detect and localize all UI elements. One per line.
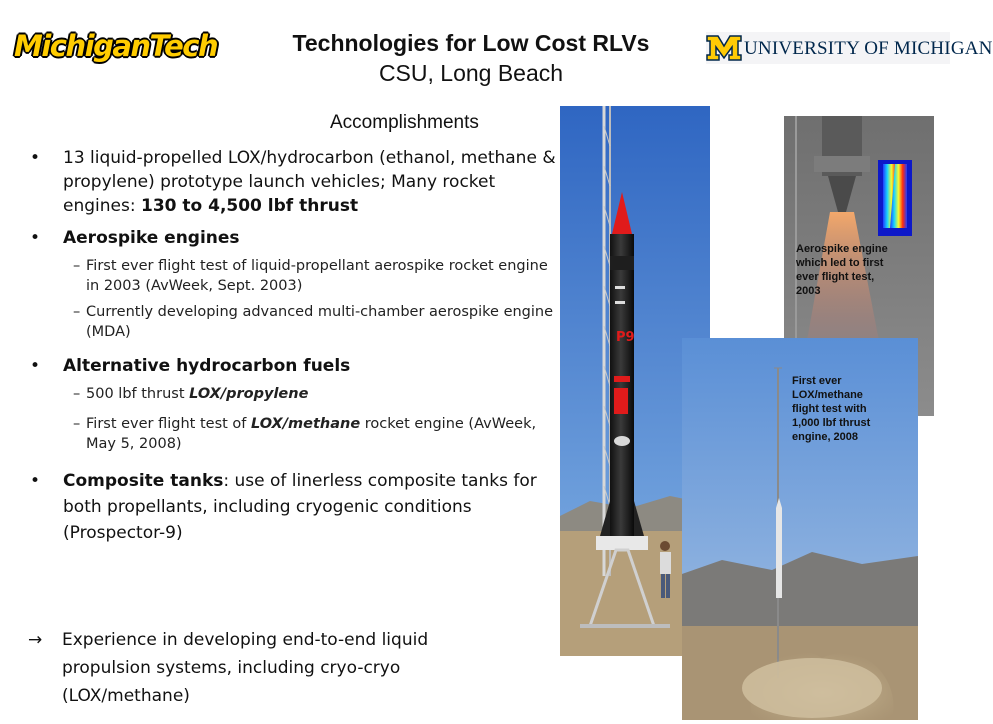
university-of-michigan-wordmark: UNIVERSITY OF MICHIGAN (744, 38, 993, 59)
methane-flight-test-photo (682, 338, 918, 720)
bullet-text: : use of linerless composite tanks for both propellants, including cryogenic conditions (Prospector-9) (63, 471, 537, 543)
closing-line: (LOX/methane) (62, 686, 190, 706)
bullet-label: Alternative hydrocarbon fuels (63, 356, 351, 376)
closing-line: propulsion systems, including cryo-cryo (62, 658, 401, 678)
bullet-label: Aerospike engines (63, 228, 240, 248)
slide-title: Technologies for Low Cost RLVs (292, 30, 650, 56)
sub-bullet-text: rocket engine (AvWeek, May 5, 2008) (86, 416, 537, 452)
sub-bullet-emphasis: LOX/methane (251, 416, 361, 432)
sub-bullet-emphasis: LOX/propylene (189, 386, 309, 402)
sub-bullet-methane (30, 414, 558, 454)
sub-bullet-multi-chamber (30, 302, 558, 342)
dash-icon: – (73, 386, 81, 402)
bullet-icon: • (30, 228, 41, 248)
bullet-bold-text: 130 to 4,500 lbf thrust (140, 196, 359, 216)
bullet-label: Composite tanks (63, 471, 224, 491)
bullet-composite-tanks (30, 468, 558, 546)
right-arrow-icon: → (28, 630, 43, 650)
closing-statement (28, 626, 548, 710)
university-of-michigan-logo (706, 32, 993, 64)
bullet-text: 13 liquid-propelled LOX/hydrocarbon (ethanol, methane & propylene) prototype launch vehicles; Many rocket engines: (63, 148, 556, 216)
sub-bullet-text: First ever flight test of (86, 416, 252, 432)
sub-bullet-text: First ever flight test of liquid-propellant aerospike rocket engine in 2003 (AvWeek, Sept. 2003) (86, 258, 548, 294)
dash-icon: – (73, 304, 81, 320)
michigan-tech-logo: MichiganTech (14, 29, 218, 63)
sub-bullet-text: 500 lbf thrust (86, 386, 190, 402)
slide-subtitle: CSU, Long Beach (378, 60, 564, 86)
bullet-icon: • (30, 471, 41, 491)
dash-icon: – (73, 258, 81, 274)
dash-icon: – (73, 416, 81, 432)
bullet-icon: • (30, 148, 41, 168)
bullet-aerospike (30, 226, 558, 250)
bullet-list (30, 146, 558, 552)
bullet-launch-vehicles (30, 146, 558, 218)
aerospike-caption: Aerospike engine which led to first ever flight test, 2003 (796, 243, 888, 297)
rocket-marking-text: P9 (616, 330, 635, 345)
sub-bullet-propylene (30, 384, 558, 404)
bullet-hydrocarbon-fuels (30, 354, 558, 378)
closing-line: Experience in developing end-to-end liquid (62, 630, 429, 650)
block-m-icon (706, 32, 742, 64)
section-heading: Accomplishments (330, 112, 479, 133)
sub-bullet-text: Currently developing advanced multi-chamber aerospike engine (MDA) (86, 304, 554, 340)
methane-caption: First ever LOX/methane flight test with 1,000 lbf thrust engine, 2008 (792, 375, 871, 443)
sub-bullet-aerospike-flight (30, 256, 558, 296)
bullet-icon: • (30, 356, 41, 376)
